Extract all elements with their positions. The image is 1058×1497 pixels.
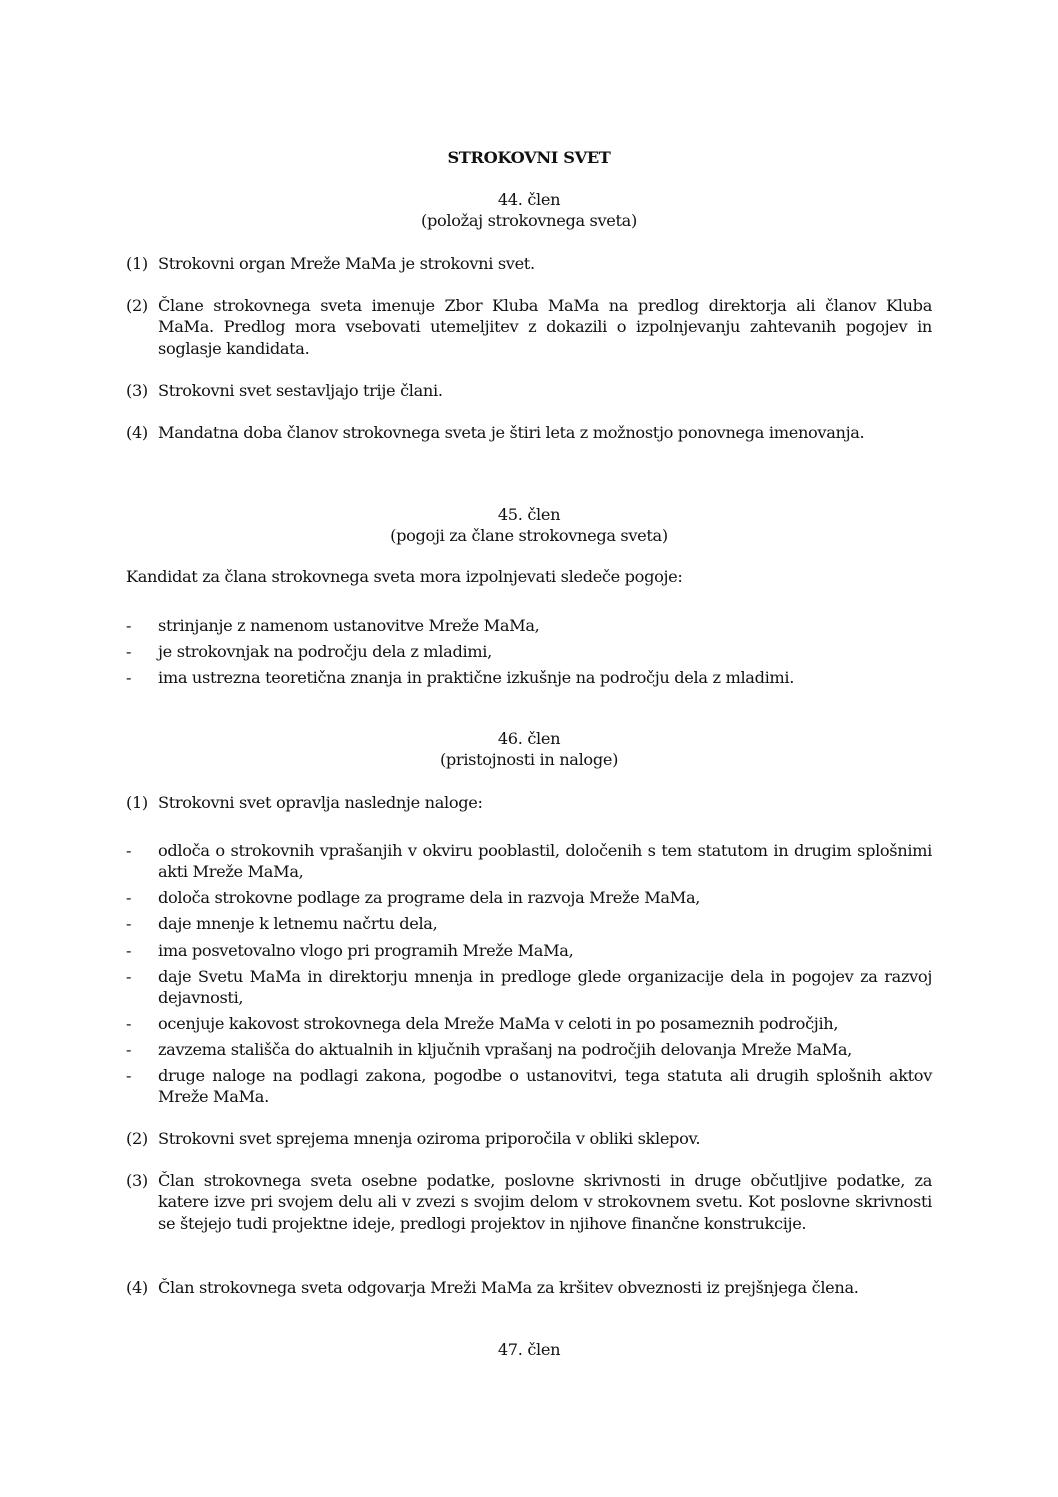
bullet-dash: - [126,888,132,907]
article-46-bullet-8 [126,1065,932,1108]
bullet-dash: - [126,668,132,687]
bullet-text: ocenjuje kakovost strokovnega dela Mreže MaMa v celoti in po posameznih področjih, [158,1014,839,1033]
bullet-dash: - [126,841,132,860]
bullet-dash: - [126,941,132,960]
article-45-bullet-3 [126,667,932,688]
paragraph-text: Član strokovnega sveta osebne podatke, poslovne skrivnosti in druge občutljive podatke, za katere izve pri svojem delu ali v zvezi s svojim delom v strokovnem svetu. Kot poslovne skrivnosti se štejejo tudi projektne ideje, predlogi projektov in njihove finančne konstrukcije. [158,1171,932,1233]
article-44-paragraph-3 [126,380,932,401]
bullet-text: odloča o strokovnih vprašanjih v okviru pooblastil, določenih s tem statutom in drugim splošnimi akti Mreže MaMa, [158,841,932,882]
article-46-heading: (pristojnosti in naloge) [439,750,619,769]
article-45-bullet-2 [126,641,932,662]
article-44-heading: (položaj strokovnega sveta) [421,211,637,230]
bullet-text: daje mnenje k letnemu načrtu dela, [158,914,438,933]
bullet-dash: - [126,1040,132,1059]
article-46-number: 46. člen [497,729,561,748]
paragraph-number: (3) [126,1171,148,1190]
article-46-paragraph-1 [126,792,932,813]
paragraph-number: (3) [126,381,148,400]
bullet-text: je strokovnjak na področju dela z mladimi, [158,642,492,661]
paragraph-text: Mandatna doba članov strokovnega sveta je štiri leta z možnostjo ponovnega imenovanja. [158,423,865,442]
bullet-text: zavzema stališča do aktualnih in ključnih vprašanj na področjih delovanja Mreže MaMa, [158,1040,852,1059]
bullet-dash: - [126,967,132,986]
bullet-text: ima posvetovalno vlogo pri programih Mreže MaMa, [158,941,574,960]
bullet-text: druge naloge na podlagi zakona, pogodbe o ustanovitvi, tega statuta ali drugih splošnih aktov Mreže MaMa. [158,1066,932,1107]
paragraph-number: (2) [126,296,148,315]
paragraph-text: Strokovni svet opravlja naslednje naloge: [158,793,483,812]
article-46-bullet-3 [126,913,932,934]
bullet-dash: - [126,914,132,933]
bullet-dash: - [126,642,132,661]
article-46-bullet-7 [126,1039,932,1060]
section-title: STROKOVNI SVET [447,148,611,167]
bullet-text: določa strokovne podlage za programe dela in razvoja Mreže MaMa, [158,888,701,907]
paragraph-number: (2) [126,1129,148,1148]
paragraph-text: Strokovni svet sprejema mnenja oziroma priporočila v obliki sklepov. [158,1129,701,1148]
paragraph-text: Člane strokovnega sveta imenuje Zbor Kluba MaMa na predlog direktorja ali članov Kluba MaMa. Predlog mora vsebovati utemeljitev z dokazili o izpolnjevanju zahtevanih pogojev in soglasje kandidata. [158,296,932,358]
article-45-bullet-1 [126,615,932,636]
article-47-number: 47. člen [497,1340,561,1359]
article-46-bullet-2 [126,887,932,908]
article-46-paragraph-2 [126,1128,932,1149]
paragraph-number: (4) [126,423,148,442]
article-46-bullet-4 [126,940,932,961]
bullet-text: daje Svetu MaMa in direktorju mnenja in predloge glede organizacije dela in pogojev za razvoj dejavnosti, [158,967,932,1008]
paragraph-number: (1) [126,254,148,273]
bullet-dash: - [126,1066,132,1085]
bullet-text: ima ustrezna teoretična znanja in praktične izkušnje na področju dela z mladimi. [158,668,795,687]
article-46-bullet-5 [126,966,932,1009]
article-46-paragraph-4 [126,1277,932,1298]
article-44-paragraph-2 [126,295,932,359]
article-45-heading: (pogoji za člane strokovnega sveta) [390,526,668,545]
paragraph-text: Strokovni organ Mreže MaMa je strokovni svet. [158,254,535,273]
paragraph-number: (1) [126,793,148,812]
bullet-text: strinjanje z namenom ustanovitve Mreže MaMa, [158,616,540,635]
paragraph-text: Strokovni svet sestavljajo trije člani. [158,381,443,400]
article-45-intro: Kandidat za člana strokovnega sveta mora izpolnjevati sledeče pogoje: [126,567,683,586]
article-46-bullet-1 [126,840,932,883]
bullet-dash: - [126,1014,132,1033]
article-44-number: 44. člen [497,190,561,209]
article-44-paragraph-1 [126,253,932,274]
paragraph-text: Član strokovnega sveta odgovarja Mreži MaMa za kršitev obveznosti iz prejšnjega člena. [158,1278,859,1297]
article-45-number: 45. člen [497,505,561,524]
article-46-paragraph-3 [126,1170,932,1234]
article-44-paragraph-4 [126,422,932,443]
article-46-bullet-6 [126,1013,932,1034]
paragraph-number: (4) [126,1278,148,1297]
bullet-dash: - [126,616,132,635]
